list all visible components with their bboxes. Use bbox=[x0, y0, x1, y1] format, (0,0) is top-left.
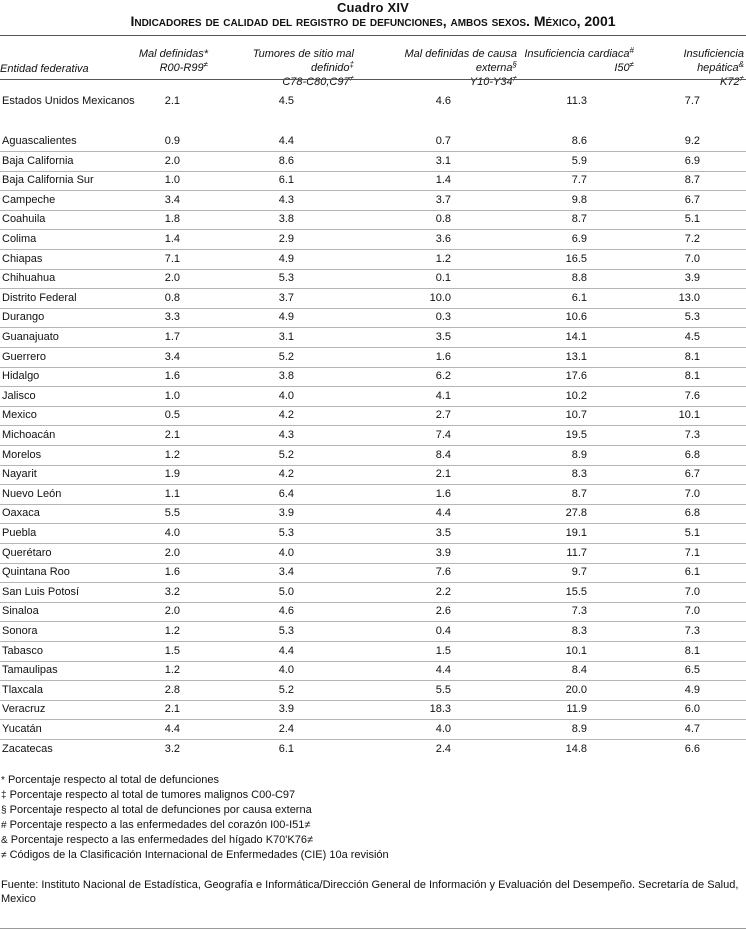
header-code-mark: ≠ bbox=[203, 60, 208, 69]
table-row bbox=[0, 387, 746, 407]
row-value-hepatica: 7.0 bbox=[684, 605, 700, 618]
table-row bbox=[0, 152, 746, 172]
row-value-cardiaca: 19.1 bbox=[565, 527, 587, 539]
row-value-causa-externa: 2.1 bbox=[435, 468, 451, 481]
row-value-tumores: 4.9 bbox=[278, 311, 294, 324]
footnote-symbol: & bbox=[1, 835, 8, 846]
row-value-hepatica: 8.1 bbox=[684, 370, 700, 383]
row-value-causa-externa: 3.7 bbox=[435, 193, 451, 206]
row-value-tumores: 6.4 bbox=[278, 487, 294, 500]
table-row-national bbox=[0, 92, 746, 111]
row-value-cardiaca: 20.0 bbox=[565, 683, 587, 696]
header-rule bbox=[0, 79, 746, 80]
row-value-hepatica: 13.0 bbox=[678, 291, 700, 304]
table-row bbox=[0, 504, 746, 524]
row-entity: Chiapas bbox=[2, 252, 43, 265]
row-entity: San Luis Potosí bbox=[2, 585, 80, 598]
row-value-tumores: 5.2 bbox=[278, 448, 294, 461]
row-entity: Tlaxcala bbox=[2, 683, 43, 696]
footnotes bbox=[1, 773, 389, 863]
row-value-tumores: 5.3 bbox=[278, 527, 294, 539]
table-row bbox=[0, 289, 746, 309]
row-value-mal-definidas: 2.1 bbox=[164, 703, 180, 716]
header-label: Insuficiencia hepática bbox=[683, 48, 744, 74]
footnote bbox=[1, 788, 389, 803]
row-value-causa-externa: 0.4 bbox=[435, 625, 451, 637]
row-entity: Veracruz bbox=[2, 703, 46, 716]
row-value-mal-definidas: 0.8 bbox=[164, 291, 180, 304]
row-value-hepatica: 5.3 bbox=[684, 311, 700, 324]
row-value-cardiaca: 11.3 bbox=[566, 95, 587, 107]
row-value-cardiaca: 15.5 bbox=[565, 585, 587, 598]
row-entity: Sinaloa bbox=[2, 605, 39, 618]
row-value-hepatica: 7.0 bbox=[684, 585, 700, 598]
row-value-hepatica: 6.6 bbox=[684, 742, 700, 755]
row-value-mal-definidas: 1.2 bbox=[164, 625, 180, 637]
row-entity: Zacatecas bbox=[2, 742, 53, 755]
table-row bbox=[0, 132, 746, 152]
row-value-hepatica: 10.1 bbox=[678, 409, 700, 422]
row-value-mal-definidas: 5.5 bbox=[164, 507, 180, 520]
row-value-hepatica: 7.3 bbox=[684, 625, 700, 637]
row-value-hepatica: 6.0 bbox=[684, 703, 700, 716]
row-value-hepatica: 8.1 bbox=[684, 350, 700, 363]
row-value-causa-externa: 1.6 bbox=[435, 350, 451, 363]
footnote-text: Porcentaje respecto al total de defunciones bbox=[7, 774, 219, 786]
table-row bbox=[0, 563, 746, 583]
row-value-mal-definidas: 1.6 bbox=[164, 566, 180, 579]
column-header-insuficiencia-hepatica bbox=[638, 47, 744, 89]
row-value-cardiaca: 10.7 bbox=[565, 409, 587, 422]
row-value-tumores: 5.0 bbox=[278, 585, 294, 598]
table-row bbox=[0, 171, 746, 191]
footnote bbox=[1, 848, 389, 863]
row-value-mal-definidas: 2.8 bbox=[164, 683, 180, 696]
row-value-causa-externa: 4.6 bbox=[435, 95, 451, 107]
header-footnote-mark: & bbox=[738, 60, 744, 69]
row-value-cardiaca: 8.7 bbox=[571, 487, 587, 500]
table-row bbox=[0, 681, 746, 701]
row-value-mal-definidas: 0.5 bbox=[164, 409, 180, 422]
row-value-cardiaca: 6.9 bbox=[571, 233, 587, 245]
table-row bbox=[0, 308, 746, 328]
table-row bbox=[0, 583, 746, 603]
header-footnote-mark: # bbox=[629, 46, 634, 55]
table-row bbox=[0, 524, 746, 544]
column-header-insuficiencia-cardiaca bbox=[522, 47, 634, 75]
row-value-mal-definidas: 4.4 bbox=[164, 723, 180, 735]
row-value-cardiaca: 8.4 bbox=[571, 664, 587, 677]
row-value-mal-definidas: 1.2 bbox=[164, 448, 180, 461]
row-value-hepatica: 6.1 bbox=[684, 566, 700, 579]
table-row bbox=[0, 446, 746, 466]
header-code: R00-R99 bbox=[159, 62, 204, 74]
row-value-causa-externa: 3.9 bbox=[435, 546, 451, 559]
row-value-hepatica: 3.9 bbox=[684, 272, 700, 285]
row-value-hepatica: 6.7 bbox=[684, 193, 700, 206]
row-value-hepatica: 7.2 bbox=[684, 233, 700, 245]
row-entity: Distrito Federal bbox=[2, 291, 77, 304]
row-entity: Baja California bbox=[2, 154, 74, 167]
row-value-causa-externa: 2.7 bbox=[435, 409, 451, 422]
row-value-hepatica: 7.0 bbox=[684, 487, 700, 500]
row-value-causa-externa: 4.1 bbox=[435, 389, 451, 402]
table-row bbox=[0, 661, 746, 681]
row-value-hepatica: 6.5 bbox=[684, 664, 700, 677]
row-entity: Guanajuato bbox=[2, 331, 59, 343]
footnote-symbol: § bbox=[1, 805, 7, 816]
row-entity: Querétaro bbox=[2, 546, 52, 559]
row-value-mal-definidas: 3.4 bbox=[164, 350, 180, 363]
row-value-causa-externa: 1.4 bbox=[435, 174, 451, 187]
row-value-hepatica: 7.7 bbox=[684, 95, 700, 107]
row-entity: Tamaulipas bbox=[2, 664, 58, 677]
row-value-cardiaca: 11.9 bbox=[566, 703, 587, 716]
row-value-tumores: 2.4 bbox=[278, 723, 294, 735]
row-value-hepatica: 6.9 bbox=[684, 154, 700, 167]
table-row bbox=[0, 328, 746, 348]
row-value-tumores: 6.1 bbox=[278, 174, 294, 187]
row-value-tumores: 4.3 bbox=[278, 429, 294, 441]
row-value-cardiaca: 6.1 bbox=[571, 291, 587, 304]
row-value-hepatica: 9.2 bbox=[684, 135, 700, 147]
row-value-mal-definidas: 1.7 bbox=[164, 331, 180, 343]
header-label: Tumores de sitio mal definido bbox=[252, 48, 354, 74]
row-value-tumores: 4.6 bbox=[278, 605, 294, 618]
row-value-mal-definidas: 3.3 bbox=[164, 311, 180, 324]
row-value-tumores: 3.7 bbox=[278, 291, 294, 304]
table-row bbox=[0, 250, 746, 270]
row-value-mal-definidas: 2.0 bbox=[164, 154, 180, 167]
table-row bbox=[0, 406, 746, 426]
row-value-mal-definidas: 1.0 bbox=[164, 174, 180, 187]
row-value-tumores: 4.0 bbox=[278, 664, 294, 677]
row-value-tumores: 4.0 bbox=[278, 389, 294, 402]
row-value-hepatica: 4.7 bbox=[684, 723, 700, 735]
row-value-hepatica: 6.7 bbox=[684, 468, 700, 481]
row-value-hepatica: 5.1 bbox=[684, 213, 700, 226]
row-value-tumores: 3.4 bbox=[278, 566, 294, 579]
table-row bbox=[0, 642, 746, 662]
row-value-cardiaca: 19.5 bbox=[565, 429, 587, 441]
row-value-mal-definidas: 3.2 bbox=[164, 585, 180, 598]
row-value-cardiaca: 7.3 bbox=[571, 605, 587, 618]
row-entity: Estados Unidos Mexicanos bbox=[2, 95, 135, 107]
row-value-tumores: 3.9 bbox=[278, 703, 294, 716]
row-value-mal-definidas: 1.6 bbox=[164, 370, 180, 383]
row-value-tumores: 4.3 bbox=[278, 193, 294, 206]
row-value-cardiaca: 10.2 bbox=[565, 389, 587, 402]
header-footnote-mark: § bbox=[512, 60, 517, 69]
row-value-mal-definidas: 3.4 bbox=[164, 193, 180, 206]
row-value-cardiaca: 10.1 bbox=[565, 644, 587, 657]
table-row bbox=[0, 269, 746, 289]
row-value-causa-externa: 7.6 bbox=[435, 566, 451, 579]
row-entity: Sonora bbox=[2, 625, 38, 637]
footnote-text: Códigos de la Clasificación Internacional de Enfermedades (CIE) 10a revisión bbox=[9, 849, 389, 861]
table-row bbox=[0, 230, 746, 250]
footnote bbox=[1, 773, 389, 788]
row-entity: Campeche bbox=[2, 193, 56, 206]
row-value-tumores: 4.2 bbox=[278, 468, 294, 481]
table-row bbox=[0, 191, 746, 211]
header-label: Insuficiencia cardiaca bbox=[524, 48, 630, 60]
row-value-cardiaca: 7.7 bbox=[571, 174, 587, 187]
footnote-text: Porcentaje respecto a las enfermedades del hígado K70'K76≠ bbox=[10, 834, 314, 846]
row-value-causa-externa: 4.4 bbox=[435, 507, 451, 520]
row-value-cardiaca: 5.9 bbox=[571, 154, 587, 167]
row-value-mal-definidas: 7.1 bbox=[164, 252, 180, 265]
row-value-causa-externa: 2.6 bbox=[435, 605, 451, 618]
column-header-causa-externa bbox=[362, 47, 517, 89]
bottom-rule bbox=[0, 928, 746, 929]
table-row bbox=[0, 602, 746, 622]
row-value-causa-externa: 2.4 bbox=[435, 742, 451, 755]
row-value-cardiaca: 11.7 bbox=[566, 546, 587, 559]
row-value-tumores: 4.4 bbox=[278, 135, 294, 147]
table-row bbox=[0, 720, 746, 740]
row-entity: Puebla bbox=[2, 527, 37, 539]
header-code: C78-C80,C97 bbox=[282, 76, 350, 88]
row-value-mal-definidas: 1.5 bbox=[164, 644, 180, 657]
row-value-hepatica: 8.1 bbox=[684, 644, 700, 657]
row-value-hepatica: 7.6 bbox=[684, 389, 700, 402]
column-header-mal-definidas bbox=[135, 47, 208, 75]
row-value-causa-externa: 0.7 bbox=[435, 135, 451, 147]
row-value-tumores: 3.9 bbox=[278, 507, 294, 520]
footnote-symbol: ≠ bbox=[1, 850, 7, 861]
header-label: Mal definidas bbox=[138, 48, 204, 60]
row-value-cardiaca: 14.8 bbox=[565, 742, 587, 755]
row-entity: Quintana Roo bbox=[2, 566, 70, 579]
row-value-causa-externa: 0.3 bbox=[435, 311, 451, 324]
footnote-symbol: # bbox=[1, 820, 7, 831]
column-header-entidad: Entidad federativa bbox=[0, 63, 89, 75]
table-row bbox=[0, 544, 746, 564]
row-value-tumores: 4.5 bbox=[278, 95, 294, 107]
row-entity: Durango bbox=[2, 311, 45, 324]
row-entity: Mexico bbox=[2, 409, 37, 422]
row-entity: Oaxaca bbox=[2, 507, 40, 520]
footnote-text: Porcentaje respecto a las enfermedades del corazón I00-I51≠ bbox=[9, 819, 311, 831]
header-footnote-mark: * bbox=[203, 48, 208, 60]
row-value-tumores: 8.6 bbox=[278, 154, 294, 167]
footnote-text: Porcentaje respecto al total de defunciones por causa externa bbox=[9, 804, 312, 816]
row-value-causa-externa: 7.4 bbox=[435, 429, 451, 441]
row-value-cardiaca: 16.5 bbox=[565, 252, 587, 265]
row-value-tumores: 2.9 bbox=[278, 233, 294, 245]
footnote bbox=[1, 833, 389, 848]
table-row bbox=[0, 485, 746, 505]
table-row bbox=[0, 210, 746, 230]
column-header-tumores bbox=[212, 47, 354, 89]
row-entity: Jalisco bbox=[2, 389, 36, 402]
row-value-tumores: 3.8 bbox=[278, 213, 294, 226]
row-entity: Morelos bbox=[2, 448, 42, 461]
row-value-hepatica: 6.8 bbox=[684, 448, 700, 461]
header-code-mark: ≠ bbox=[739, 74, 744, 83]
row-value-causa-externa: 1.2 bbox=[435, 252, 451, 265]
footnote bbox=[1, 818, 389, 833]
row-entity: Nuevo León bbox=[2, 487, 62, 500]
header-code: K72 bbox=[720, 76, 740, 88]
row-value-causa-externa: 0.1 bbox=[435, 272, 451, 285]
table-title bbox=[0, 13, 746, 29]
table-row bbox=[0, 700, 746, 720]
row-entity: Aguascalientes bbox=[2, 135, 77, 147]
table-row bbox=[0, 348, 746, 368]
table-row bbox=[0, 465, 746, 485]
row-entity: Chihuahua bbox=[2, 272, 56, 285]
row-value-causa-externa: 8.4 bbox=[435, 448, 451, 461]
row-value-cardiaca: 8.9 bbox=[571, 723, 587, 735]
row-value-mal-definidas: 2.1 bbox=[164, 429, 180, 441]
row-value-tumores: 6.1 bbox=[278, 742, 294, 755]
row-value-tumores: 4.9 bbox=[278, 252, 294, 265]
row-value-mal-definidas: 1.8 bbox=[164, 213, 180, 226]
footnote-text: Porcentaje respecto al total de tumores malignos C00-C97 bbox=[9, 789, 296, 801]
row-value-causa-externa: 2.2 bbox=[435, 585, 451, 598]
row-value-mal-definidas: 3.2 bbox=[164, 742, 180, 755]
row-value-causa-externa: 5.5 bbox=[435, 683, 451, 696]
row-entity: Guerrero bbox=[2, 350, 47, 363]
row-entity: Coahuila bbox=[2, 213, 46, 226]
table-row bbox=[0, 426, 746, 446]
row-value-cardiaca: 27.8 bbox=[565, 507, 587, 520]
row-value-tumores: 5.2 bbox=[278, 350, 294, 363]
row-value-cardiaca: 8.7 bbox=[571, 213, 587, 226]
row-value-tumores: 5.3 bbox=[278, 272, 294, 285]
row-value-hepatica: 4.9 bbox=[684, 683, 700, 696]
row-value-cardiaca: 8.3 bbox=[571, 625, 587, 637]
row-entity: Hidalgo bbox=[2, 370, 40, 383]
row-value-cardiaca: 10.6 bbox=[565, 311, 587, 324]
row-value-causa-externa: 1.6 bbox=[435, 487, 451, 500]
row-value-hepatica: 7.0 bbox=[684, 252, 700, 265]
header-code: I50 bbox=[614, 62, 630, 74]
row-entity: Nayarit bbox=[2, 468, 37, 481]
table-row bbox=[0, 740, 746, 759]
row-value-cardiaca: 9.7 bbox=[571, 566, 587, 579]
row-value-causa-externa: 18.3 bbox=[429, 703, 451, 716]
row-value-cardiaca: 8.9 bbox=[571, 448, 587, 461]
footnote bbox=[1, 803, 389, 818]
row-value-mal-definidas: 1.1 bbox=[164, 487, 180, 500]
row-entity: Tabasco bbox=[2, 644, 43, 657]
source-note: Fuente: Instituto Nacional de Estadística, Geografía e Informática/Dirección General de Información y Evaluación del Desempeño. Secretaría de Salud, Mexico bbox=[1, 879, 739, 905]
row-value-cardiaca: 9.8 bbox=[571, 193, 587, 206]
row-value-causa-externa: 6.2 bbox=[435, 370, 451, 383]
footnote-symbol: * bbox=[1, 775, 5, 786]
row-value-tumores: 4.2 bbox=[278, 409, 294, 422]
row-value-mal-definidas: 1.2 bbox=[164, 664, 180, 677]
row-entity: Colima bbox=[2, 233, 37, 245]
row-value-causa-externa: 4.4 bbox=[435, 664, 451, 677]
row-entity: Yucatán bbox=[2, 723, 42, 735]
row-value-mal-definidas: 2.0 bbox=[164, 546, 180, 559]
row-value-mal-definidas: 2.1 bbox=[164, 95, 180, 107]
row-value-hepatica: 7.1 bbox=[684, 546, 700, 559]
header-footnote-mark: ‡ bbox=[349, 60, 354, 69]
header-code: Y10-Y34 bbox=[469, 76, 513, 88]
row-value-causa-externa: 0.8 bbox=[435, 213, 451, 226]
row-value-hepatica: 8.7 bbox=[684, 174, 700, 187]
footnote-symbol: ‡ bbox=[1, 790, 7, 801]
row-value-tumores: 4.0 bbox=[278, 546, 294, 559]
row-value-mal-definidas: 1.0 bbox=[164, 389, 180, 402]
row-value-tumores: 3.1 bbox=[278, 331, 294, 343]
row-value-mal-definidas: 2.0 bbox=[164, 605, 180, 618]
row-value-cardiaca: 13.1 bbox=[565, 350, 587, 363]
row-value-hepatica: 5.1 bbox=[684, 527, 700, 539]
row-value-causa-externa: 3.5 bbox=[435, 331, 451, 343]
header-code-mark: ≠ bbox=[349, 74, 354, 83]
row-entity: Michoacán bbox=[2, 429, 56, 441]
header-code-mark: ≠ bbox=[629, 60, 634, 69]
row-value-mal-definidas: 4.0 bbox=[164, 527, 180, 539]
row-value-mal-definidas: 0.9 bbox=[164, 135, 180, 147]
header-code-mark: ≠ bbox=[512, 74, 517, 83]
top-rule bbox=[0, 35, 746, 36]
row-value-tumores: 5.2 bbox=[278, 683, 294, 696]
row-value-hepatica: 4.5 bbox=[684, 331, 700, 343]
row-value-hepatica: 7.3 bbox=[684, 429, 700, 441]
row-value-causa-externa: 4.0 bbox=[435, 723, 451, 735]
table-number: Cuadro XIV bbox=[336, 0, 410, 15]
row-value-cardiaca: 8.3 bbox=[571, 468, 587, 481]
row-value-tumores: 4.4 bbox=[278, 644, 294, 657]
row-value-cardiaca: 14.1 bbox=[565, 331, 587, 343]
row-value-cardiaca: 17.6 bbox=[565, 370, 587, 383]
table-row bbox=[0, 367, 746, 387]
table-title-text: Indicadores de calidad del registro de defunciones, ambos sexos. México, 2001 bbox=[130, 13, 616, 29]
row-value-causa-externa: 3.1 bbox=[435, 154, 451, 167]
row-value-hepatica: 6.8 bbox=[684, 507, 700, 520]
header-label: Mal definidas de causa externa bbox=[404, 48, 517, 74]
row-value-cardiaca: 8.8 bbox=[571, 272, 587, 285]
table-row bbox=[0, 622, 746, 642]
row-value-causa-externa: 3.5 bbox=[435, 527, 451, 539]
row-value-cardiaca: 8.6 bbox=[571, 135, 587, 147]
row-value-mal-definidas: 2.0 bbox=[164, 272, 180, 285]
row-entity: Baja California Sur bbox=[2, 174, 94, 187]
row-value-mal-definidas: 1.4 bbox=[164, 233, 180, 245]
row-value-causa-externa: 10.0 bbox=[429, 291, 451, 304]
row-value-causa-externa: 1.5 bbox=[435, 644, 451, 657]
row-value-causa-externa: 3.6 bbox=[435, 233, 451, 245]
row-value-tumores: 3.8 bbox=[278, 370, 294, 383]
row-value-tumores: 5.3 bbox=[278, 625, 294, 637]
row-value-mal-definidas: 1.9 bbox=[164, 468, 180, 481]
